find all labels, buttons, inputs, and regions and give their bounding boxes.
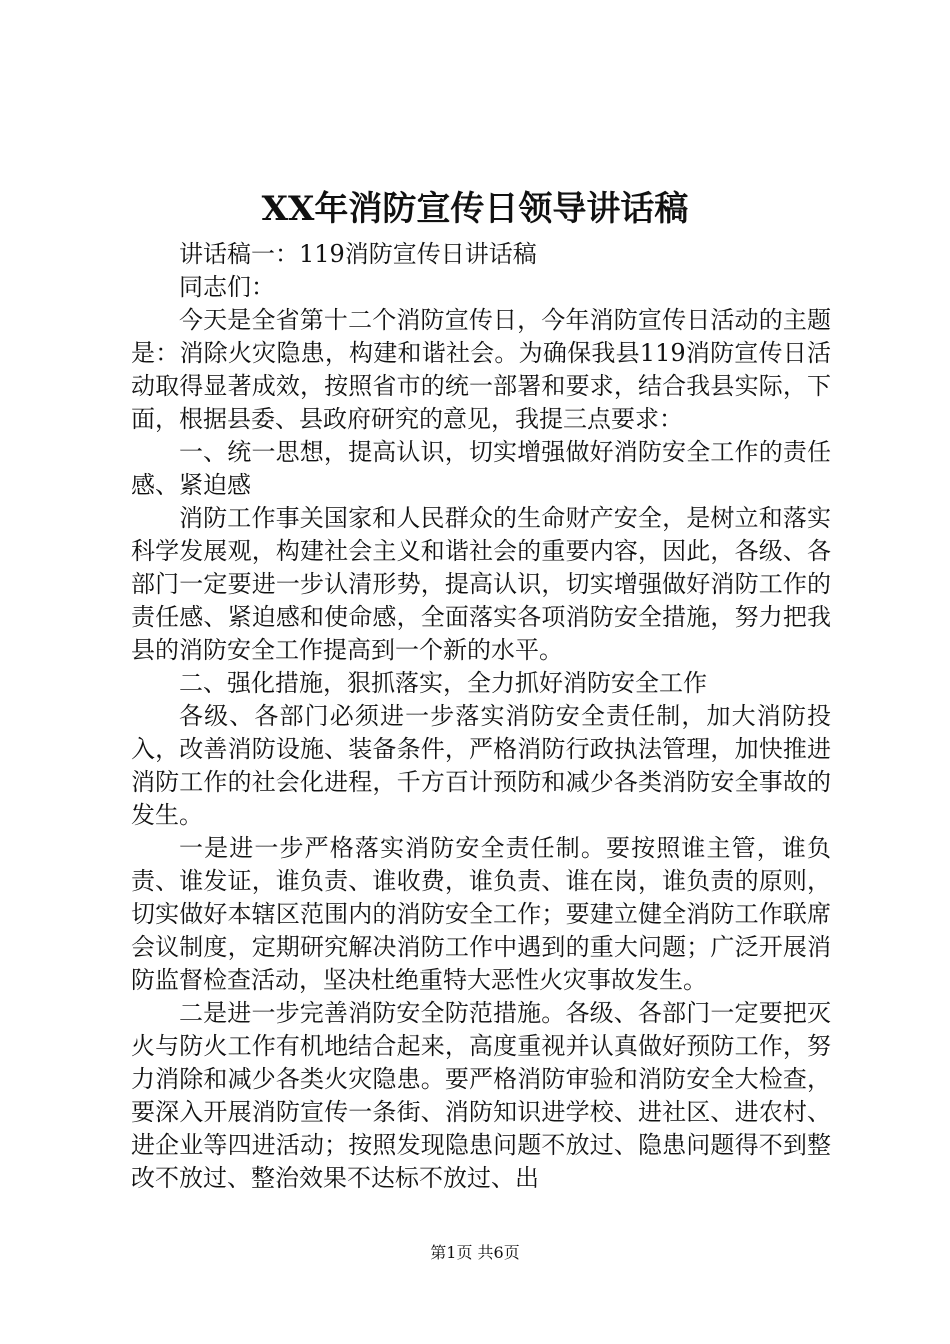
document-title: XX年消防宣传日领导讲话稿 bbox=[261, 189, 689, 229]
salutation-paragraph: 同志们： bbox=[179, 273, 275, 301]
subtitle-paragraph: 讲话稿一：119消防宣传日讲话稿 bbox=[179, 240, 537, 268]
body-paragraph: 一是进一步严格落实消防安全责任制。要按照谁主管，谁负责、谁发证，谁负责、谁收费，谁负责、谁在岗，谁负责的原则，切实做好本辖区范围内的消防安全工作；要建立健全消防工作联席会议制度，定期研究解决消防工作中遇到的重大问题；广泛开展消防监督检查活动，坚决杜绝重特大恶性火灾事故发生。 bbox=[131, 834, 831, 994]
page-footer: 第1页 共6页 bbox=[430, 1243, 520, 1262]
body-paragraph: 各级、各部门必须进一步落实消防安全责任制，加大消防投入，改善消防设施、装备条件，严格消防行政执法管理，加快推进消防工作的社会化进程，千方百计预防和减少各类消防安全事故的发生。 bbox=[131, 702, 831, 829]
body-paragraph: 二是进一步完善消防安全防范措施。各级、各部门一定要把灭火与防火工作有机地结合起来，高度重视并认真做好预防工作，努力消除和减少各类火灾隐患。要严格消防审验和消防安全大检查，要深入开展消防宣传一条街、消防知识进学校、进社区、进农村、进企业等四进活动；按照发现隐患问题不放过、隐患问题得不到整改不放过、整治效果不达标不放过、出 bbox=[131, 999, 831, 1192]
body-paragraph: 今天是全省第十二个消防宣传日，今年消防宣传日活动的主题是：消除火灾隐患，构建和谐社会。为确保我县119消防宣传日活动取得显著成效，按照省市的统一部署和要求，结合我县实际，下面，根据县委、县政府研究的意见，我提三点要求： bbox=[131, 306, 831, 433]
body-paragraph: 消防工作事关国家和人民群众的生命财产安全，是树立和落实科学发展观，构建社会主义和谐社会的重要内容，因此，各级、各部门一定要进一步认清形势，提高认识，切实增强做好消防工作的责任感、紧迫感和使命感，全面落实各项消防安全措施，努力把我县的消防安全工作提高到一个新的水平。 bbox=[131, 504, 831, 664]
section-heading: 二、强化措施，狠抓落实，全力抓好消防安全工作 bbox=[179, 669, 707, 697]
section-heading: 一、统一思想，提高认识，切实增强做好消防安全工作的责任感、紧迫感 bbox=[131, 438, 831, 499]
document-body bbox=[131, 238, 831, 1195]
